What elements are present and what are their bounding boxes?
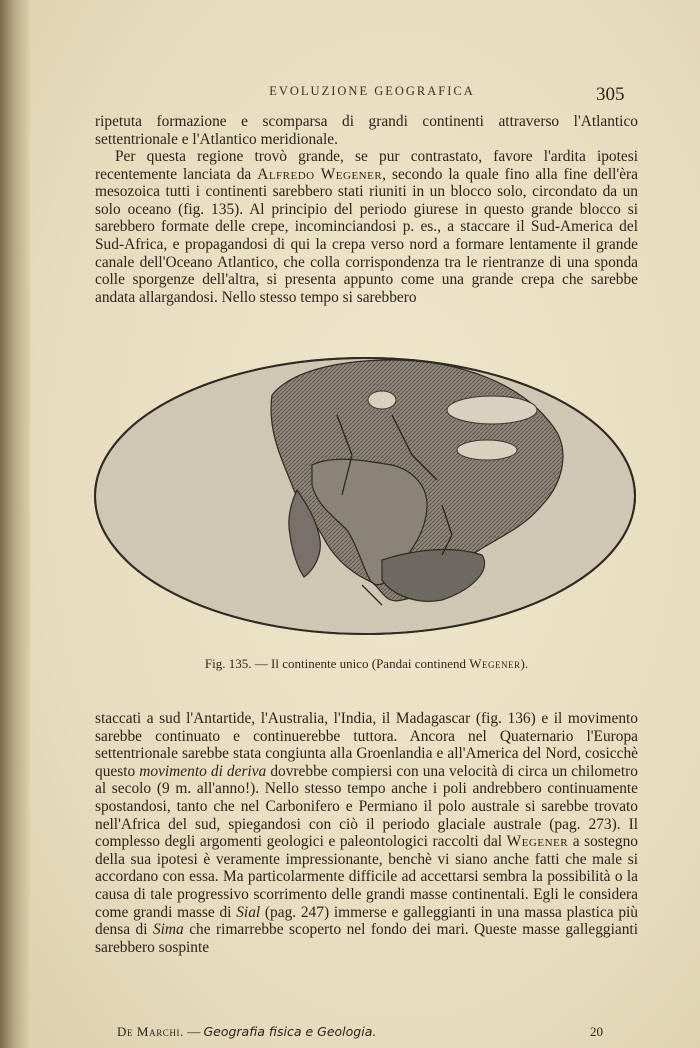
page-number: 305 [596,84,625,105]
paragraph-1 [95,113,638,148]
paragraph-3-text-a: staccati a sud l'Antartide, l'Australia, l'India, il Madagascar (fig. 136) e il movimento sarebbe continuato e continuerebbe tuttora. Ancora nel Quaternario l'Europa settentrionale sarebbe stata congiunta alla Groenlandia e all'America del Nord, cosicchè questo [95,710,638,780]
footer-book-title: Geografia fisica e Geologia. [203,1024,377,1039]
term-movimento-di-deriva: movimento di deriva [139,762,267,780]
term-sial: Sial [236,903,261,921]
figure-caption-name: Wegener [469,656,521,671]
footer-author-line [117,1024,376,1040]
term-sima: Sima [152,921,184,939]
footer-signature: 20 [590,1024,603,1039]
inland-sea-2 [457,440,517,460]
paragraph-2 [95,148,638,306]
figure-label: Fig. 135. — [204,656,268,671]
author-name-wegener-2: Wegener [506,833,569,851]
paragraph-2-text-a: Per questa regione trovò grande, se pur contrastato, favore l'ardita ipotesi recentemente lanciata da [95,148,638,183]
paragraph-3-text-c: a sostegno della sua ipotesi è veramente impressionante, benchè vi siano anche fatti che male si accordano con essa. Ma particolarmente difficile ad accettarsi sembra la possibilità o la causa di tale progressivo scorrimento delle grandi masse continentali. Egli le considera come grandi masse di [95,833,638,921]
paragraph-3-text-e: che rimarrebbe scoperto nel fondo dei mari. Queste masse galleggianti sarebbero sospinte [95,921,638,956]
footer-dash: — [183,1024,204,1039]
running-title: EVOLUZIONE GEOGRAFICA [269,84,475,98]
inland-sea-3 [368,391,396,409]
author-name-wegener: Alfredo Wegener [257,165,383,183]
book-gutter [0,0,30,1048]
paragraph-3-text-b: dovrebbe compiersi con una velocità di circa un chilometro al secolo (9 m. all'anno!). Nello stesso tempo anche i poli andrebbero continuamente spostandosi, tanto che nel Carbonifero e Permiano il polo australe si sarebbe trovato nell'Africa del sud, spiegandosi con ciò il periodo glaciale australe (pag. 273). Il complesso degli argomenti geologici e paleontologici raccolti dal [95,762,638,851]
paragraph-2-text-b: , secondo la quale fino alla fine dell'èra mesozoica tutti i continenti sarebbero stati riuniti in un blocco solo, circondato da un solo oceano (fig. 135). Al principio del periodo giurese in questo grande blocco si sarebbero formate delle crepe, incominciandosi p. es., a staccare il Sud-America del Sud-Africa, e propagandosi di qui la crepa verso nord a formare lentamente il grande canale dell'Oceano Atlantico, che colla corrispondenza tra le rientranze di una sponda colle sporgenze dell'altra, si presenta appunto come una grande crepa che sarebbe andata allargandosi. Nello stesso tempo si sarebbero [95,165,638,306]
pangaea-map-figure [92,355,638,637]
paragraph-3-text-d: (pag. 247) immerse e galleggianti in una massa plastica più densa di [95,903,638,939]
figure-caption-text: Il continente unico (Pandai continend [271,656,466,671]
footer-author: De Marchi. [117,1024,184,1039]
inland-sea-1 [447,396,537,424]
figure-caption-end: ). [520,656,529,671]
paragraph-1-text: ripetuta formazione e scomparsa di grandi continenti attraverso l'Atlantico settentrionale e l'Atlantico meridionale. [95,113,638,148]
figure-caption [95,656,638,672]
paragraph-3 [95,710,638,956]
